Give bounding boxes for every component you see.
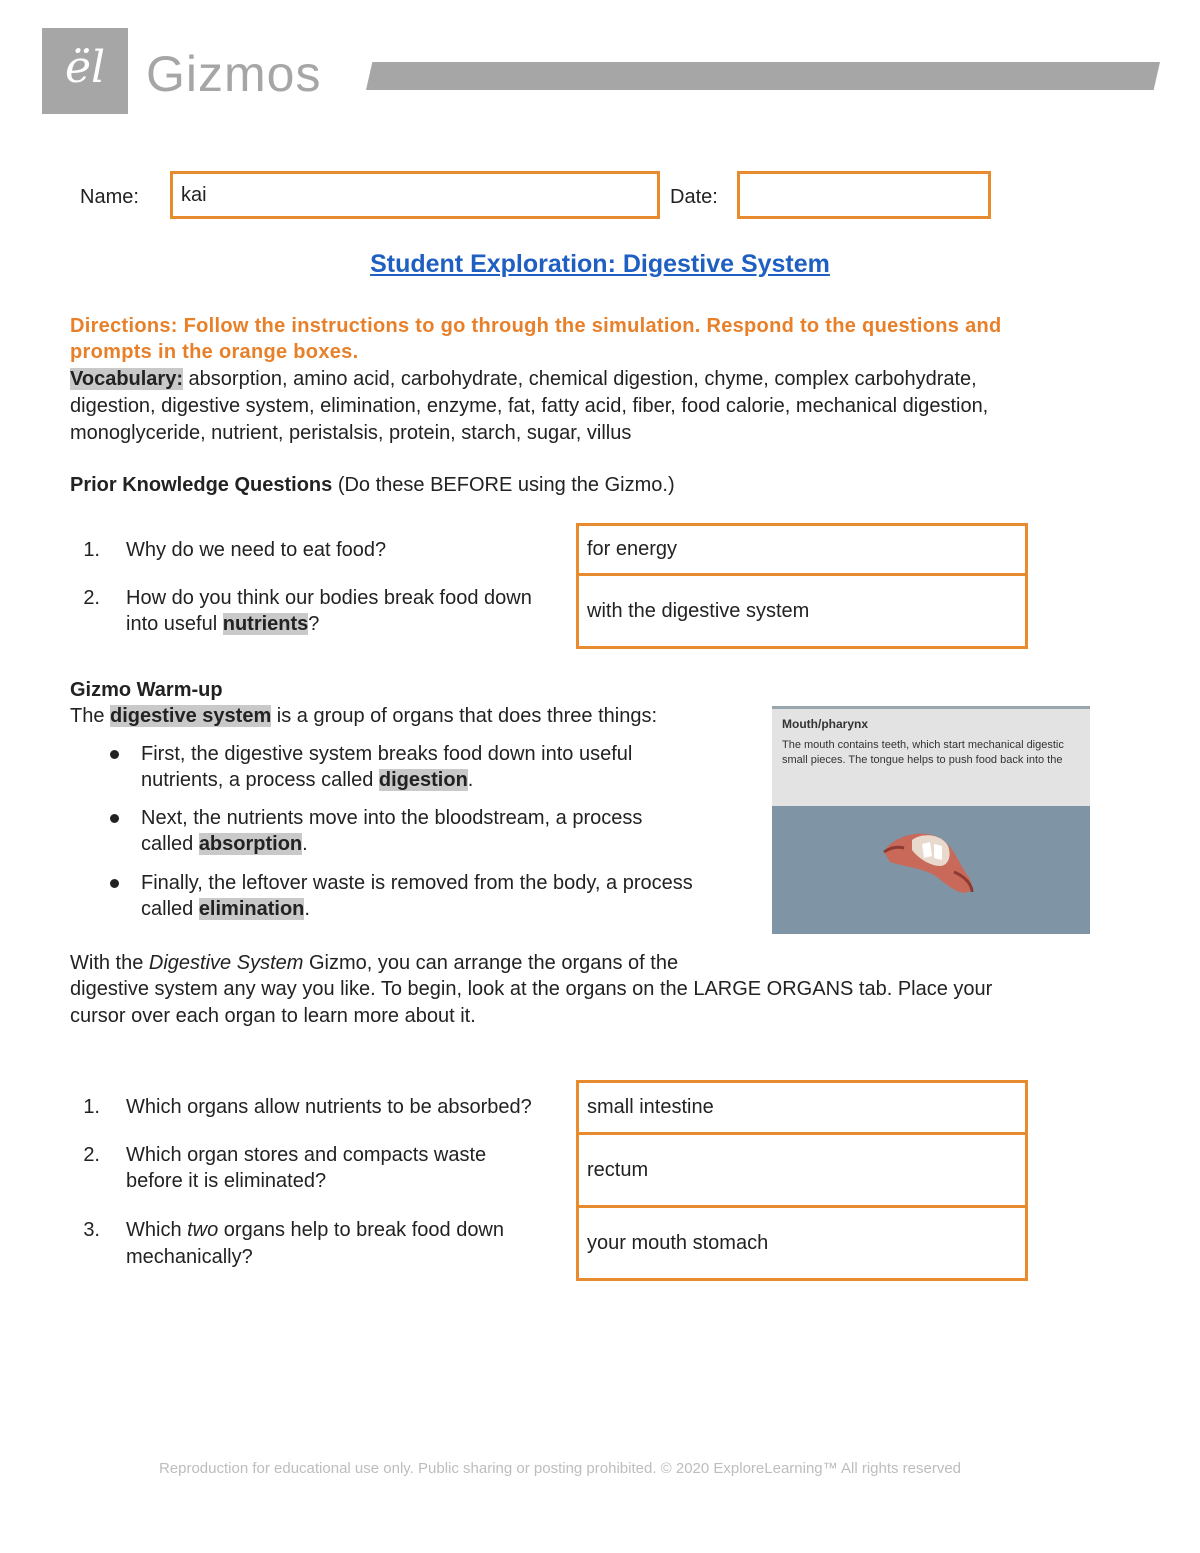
warmup-q3-line-2: mechanically? [126, 1246, 253, 1268]
prior-q2-pre: into useful [126, 613, 223, 635]
vocabulary-line-1 [70, 366, 977, 393]
brand-name: Gizmos [146, 46, 322, 102]
warmup-intro-pre: The [70, 705, 111, 727]
vocabulary-terms-1: absorption, amino acid, carbohydrate, chemical digestion, chyme, complex carbohydrate, [183, 368, 977, 390]
bullet-3-line-1: Finally, the leftover waste is removed from the body, a process [141, 872, 693, 894]
term-absorption: absorption [198, 833, 303, 855]
bullet-1-pre: nutrients, a process called [141, 769, 379, 791]
prior-q1-number: 1. [83, 539, 100, 561]
warmup-answer-2[interactable]: rectum [579, 1135, 1025, 1208]
prior-answer-box [576, 523, 1028, 649]
warmup-paragraph-line-2: digestive system any way you like. To begin, look at the organs on the LARGE ORGANS tab. Place your [70, 978, 993, 1000]
vocabulary-line-2: digestion, digestive system, elimination, enzyme, fat, fatty acid, fiber, food calorie, mechanical digestion, [70, 395, 989, 417]
warmup-intro [70, 703, 657, 730]
mouth-organ-icon [772, 706, 1090, 934]
warmup-heading: Gizmo Warm-up [70, 679, 223, 701]
screenshot-title: Mouth/pharynx [782, 717, 868, 731]
q3-pre: Which [126, 1219, 188, 1241]
name-label: Name: [80, 186, 139, 208]
term-digestion: digestion [378, 769, 468, 791]
prior-q2-line-1: How do you think our bodies break food down [126, 587, 532, 609]
warmup-paragraph-line-3: cursor over each organ to learn more about it. [70, 1005, 476, 1027]
warmup-q2-line-2: before it is eliminated? [126, 1170, 327, 1192]
warmup-intro-post: is a group of organs that does three things: [271, 705, 658, 727]
page-title: Student Exploration: Digestive System [370, 250, 830, 278]
screenshot-line-1: The mouth contains teeth, which start mechanical digestic [782, 739, 1064, 751]
footer-copyright: Reproduction for educational use only. Public sharing or posting prohibited. © 2020 ExploreLearning™ All rights reserved [158, 1460, 962, 1477]
warmup-answer-1[interactable]: small intestine [579, 1083, 1025, 1135]
warmup-q3-number: 3. [83, 1219, 100, 1241]
bullet-1-line-2 [141, 767, 473, 794]
screenshot-line-2: small pieces. The tongue helps to push food back into the [782, 754, 1063, 766]
prior-q2-line-2 [126, 611, 319, 638]
prior-heading-rest: (Do these BEFORE using the Gizmo.) [332, 474, 675, 496]
warmup-q3-line-1 [126, 1217, 504, 1244]
gizmo-screenshot [772, 706, 1090, 934]
name-field[interactable]: kai [170, 171, 660, 219]
bullet-icon [110, 879, 119, 888]
q3-emphasis: two [187, 1219, 219, 1241]
bullet-3-post: . [304, 898, 310, 920]
para-post: Gizmo, you can arrange the organs of the [303, 952, 679, 974]
bullet-2-line-1: Next, the nutrients move into the bloodstream, a process [141, 807, 643, 829]
para-pre: With the [70, 952, 149, 974]
bullet-1-post: . [467, 769, 474, 791]
bullet-icon [110, 814, 119, 823]
warmup-paragraph-line-1 [70, 950, 678, 977]
directions-line-1: Directions: Follow the instructions to go through the simulation. Respond to the questions and [70, 315, 1002, 337]
warmup-q2-line-1: Which organ stores and compacts waste [126, 1144, 487, 1166]
directions-line-2: prompts in the orange boxes. [70, 341, 359, 363]
prior-answer-2[interactable]: with the digestive system [587, 599, 810, 622]
warmup-answer-3[interactable]: your mouth stomach [587, 1231, 769, 1254]
header-bar [366, 62, 1160, 90]
prior-heading-bold: Prior Knowledge Questions [70, 474, 333, 496]
explorelearning-logo-icon: ël [64, 42, 106, 93]
term-nutrients: nutrients [222, 613, 309, 635]
prior-q2-number: 2. [83, 587, 100, 609]
prior-q1-text: Why do we need to eat food? [126, 539, 387, 561]
warmup-answer-box [576, 1080, 1028, 1281]
warmup-q1-number: 1. [83, 1096, 100, 1118]
bullet-2-pre: called [141, 833, 199, 855]
prior-q2-post: ? [308, 613, 320, 635]
prior-answer-1[interactable]: for energy [579, 526, 1025, 576]
warmup-q2-number: 2. [83, 1144, 100, 1166]
date-label: Date: [670, 186, 718, 208]
bullet-2-line-2 [141, 831, 308, 858]
bullet-3-line-2 [141, 896, 310, 923]
bullet-3-pre: called [141, 898, 199, 920]
prior-knowledge-heading [70, 472, 675, 499]
bullet-icon [110, 750, 119, 759]
bullet-2-post: . [302, 833, 308, 855]
vocabulary-line-3: monoglyceride, nutrient, peristalsis, protein, starch, sugar, villus [70, 422, 632, 444]
term-elimination: elimination [198, 898, 305, 920]
date-field[interactable] [737, 171, 991, 219]
warmup-q1-text: Which organs allow nutrients to be absorbed? [126, 1096, 532, 1118]
term-digestive-system: digestive system [110, 705, 272, 727]
vocabulary-label: Vocabulary: [70, 368, 183, 390]
bullet-1-line-1: First, the digestive system breaks food down into useful [141, 743, 633, 765]
q3-post: organs help to break food down [218, 1219, 505, 1241]
para-gizmo-name: Digestive System [148, 952, 304, 974]
